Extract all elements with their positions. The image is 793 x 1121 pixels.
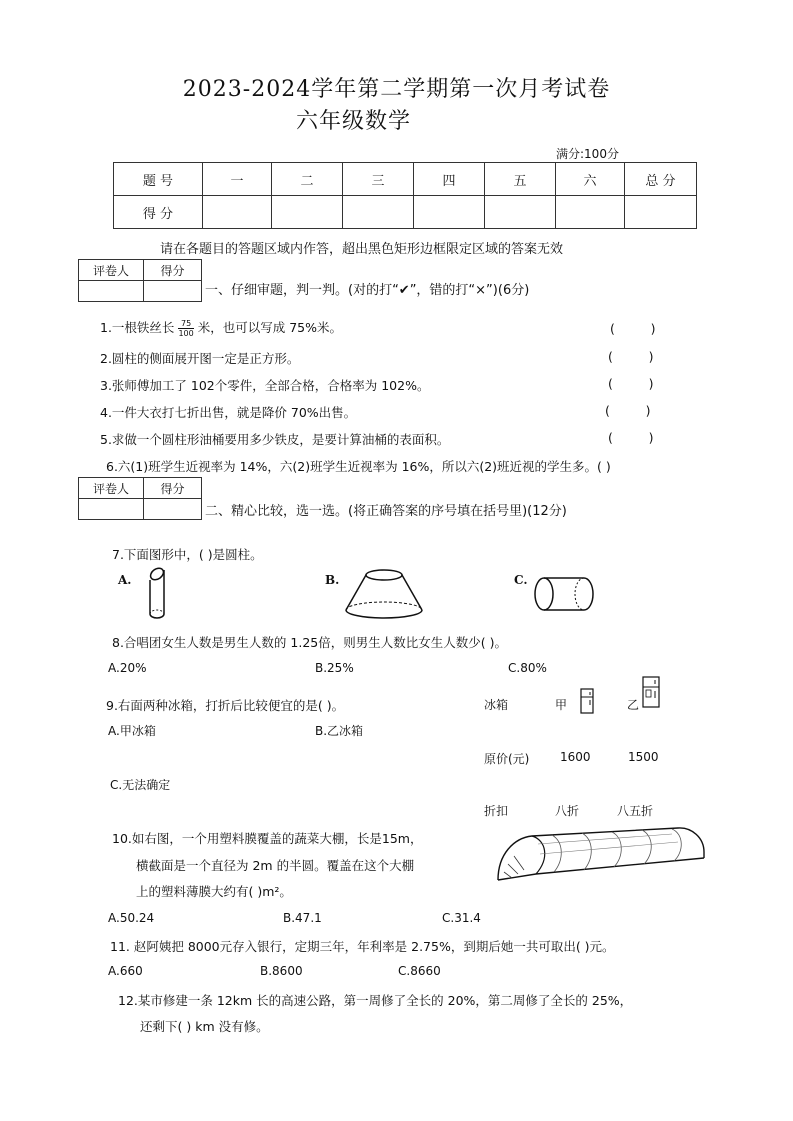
fridge-label: 冰箱	[484, 698, 509, 712]
q10-option-a[interactable]: A.50.24	[108, 911, 155, 925]
price-label: 原价(元)	[484, 752, 530, 766]
question-3: 3.张师傅加工了 102个零件，全部合格，合格率为 102%。	[100, 378, 430, 393]
question-6: 6.六(1)班学生近视率为 14%，六(2)班学生近视率为 16%，所以六(2)班近视的学生多。( )	[106, 459, 611, 474]
fridge-a-label: 甲	[555, 698, 568, 712]
score-input-cell[interactable]	[414, 196, 485, 229]
q5-answer-paren[interactable]: ( )	[608, 430, 654, 445]
discount-label: 折扣	[484, 804, 509, 818]
q1-prefix: 1.一根铁丝长	[100, 320, 175, 335]
question-12-line-1: 12.某市修建一条 12km 长的高速公路，第一周修了全长的 20%，第二周修了全长的 25%，	[118, 993, 633, 1008]
score-table-header-row	[114, 163, 697, 196]
q11-option-a[interactable]: A.660	[108, 964, 143, 978]
q11-option-c[interactable]: C.8660	[398, 964, 441, 978]
question-7: 7.下面图形中，( )是圆柱。	[112, 547, 263, 562]
question-10-line-3: 上的塑料薄膜大约有( )m²。	[136, 884, 292, 899]
fridge-b-icon	[642, 676, 660, 708]
exam-subtitle: 六年级数学	[296, 109, 412, 134]
q9-option-a[interactable]: A.甲冰箱	[108, 724, 156, 738]
grader-score-label: 得分	[144, 260, 202, 281]
score-header-cell: 题 号	[114, 163, 203, 196]
horizontal-cylinder-figure	[532, 574, 598, 614]
score-header-cell: 一	[203, 163, 272, 196]
question-4: 4.一件大衣打七折出售，就是降价 70%出售。	[100, 405, 357, 420]
score-row-label: 得 分	[114, 196, 203, 229]
q7-option-b[interactable]: B.	[325, 573, 340, 587]
grader-box-2	[78, 477, 202, 520]
grader-score-cell[interactable]	[144, 281, 202, 302]
grader-reviewer-cell[interactable]	[79, 281, 144, 302]
question-2: 2.圆柱的侧面展开图一定是正方形。	[100, 351, 300, 366]
answer-notice: 请在各题目的答题区域内作答，超出黑色矩形边框限定区域的答案无效	[160, 242, 564, 257]
score-header-cell: 三	[343, 163, 414, 196]
section1-heading: 一、仔细审题，判一判。(对的打“✔”，错的打“×”)(6分)	[205, 283, 530, 298]
score-header-cell: 四	[414, 163, 485, 196]
score-input-cell[interactable]	[625, 196, 697, 229]
score-input-cell[interactable]	[485, 196, 556, 229]
question-9: 9.右面两种冰箱，打折后比较便宜的是( )。	[106, 698, 345, 713]
q8-option-c[interactable]: C.80%	[508, 661, 547, 675]
score-header-cell: 总 分	[625, 163, 697, 196]
greenhouse-figure	[492, 824, 710, 890]
score-input-cell[interactable]	[343, 196, 414, 229]
q9-option-c[interactable]: C.无法确定	[110, 778, 171, 792]
q3-answer-paren[interactable]: ( )	[608, 376, 654, 391]
grader-reviewer-label: 评卷人	[79, 478, 144, 499]
q11-option-b[interactable]: B.8600	[260, 964, 303, 978]
question-5: 5.求做一个圆柱形油桶要用多少铁皮，是要计算油桶的表面积。	[100, 432, 450, 447]
score-table	[113, 162, 697, 229]
question-11: 11. 赵阿姨把 8000元存入银行，定期三年，年利率是 2.75%，到期后她一共可取出( )元。	[110, 939, 615, 954]
q2-answer-paren[interactable]: ( )	[608, 349, 654, 364]
question-12-line-2: 还剩下( ) km 没有修。	[140, 1019, 269, 1034]
q7-option-a[interactable]: A.	[118, 573, 132, 587]
fridge-b-label: 乙	[627, 698, 640, 712]
question-10-line-2: 横截面是一个直径为 2m 的半圆。覆盖在这个大棚	[136, 858, 415, 873]
q8-option-a[interactable]: A.20%	[108, 661, 147, 675]
price-b: 1500	[628, 750, 659, 764]
q1-numerator: 75	[178, 319, 193, 329]
score-header-cell: 二	[272, 163, 343, 196]
price-a: 1600	[560, 750, 591, 764]
exam-title: 2023-2024学年第二学期第一次月考试卷	[182, 77, 611, 102]
score-input-cell[interactable]	[556, 196, 625, 229]
q1-denominator: 100	[178, 329, 194, 338]
question-8: 8.合唱团女生人数是男生人数的 1.25倍，则男生人数比女生人数少( )。	[112, 635, 507, 650]
question-1	[100, 318, 342, 338]
score-header-cell: 五	[485, 163, 556, 196]
q4-answer-paren[interactable]: ( )	[605, 403, 651, 418]
grader-reviewer-cell[interactable]	[79, 499, 144, 520]
section2-heading: 二、精心比较，选一选。(将正确答案的序号填在括号里)(12分)	[205, 504, 567, 519]
question-10-line-1: 10.如右图，一个用塑料膜覆盖的蔬菜大棚，长是15m，	[112, 831, 423, 846]
score-input-cell[interactable]	[272, 196, 343, 229]
q7-option-c[interactable]: C.	[514, 573, 528, 587]
q1-fraction	[178, 319, 193, 338]
q9-option-b[interactable]: B.乙冰箱	[315, 724, 364, 738]
q1-suffix: 米，也可以写成 75%米。	[197, 320, 342, 335]
score-header-cell: 六	[556, 163, 625, 196]
grader-reviewer-label: 评卷人	[79, 260, 144, 281]
q8-option-b[interactable]: B.25%	[315, 661, 354, 675]
q10-option-c[interactable]: C.31.4	[442, 911, 481, 925]
q1-answer-paren[interactable]: ( )	[610, 321, 656, 336]
discount-b: 八五折	[617, 804, 654, 818]
grader-score-label: 得分	[144, 478, 202, 499]
grader-box-1	[78, 259, 202, 302]
slanted-cylinder-figure	[140, 566, 170, 622]
score-table-score-row	[114, 196, 697, 229]
grader-score-cell[interactable]	[144, 499, 202, 520]
full-score: 满分:100分	[556, 147, 619, 161]
discount-a: 八折	[555, 804, 580, 818]
score-input-cell[interactable]	[203, 196, 272, 229]
fridge-a-icon	[580, 688, 594, 714]
frustum-figure	[342, 568, 426, 620]
q10-option-b[interactable]: B.47.1	[283, 911, 322, 925]
